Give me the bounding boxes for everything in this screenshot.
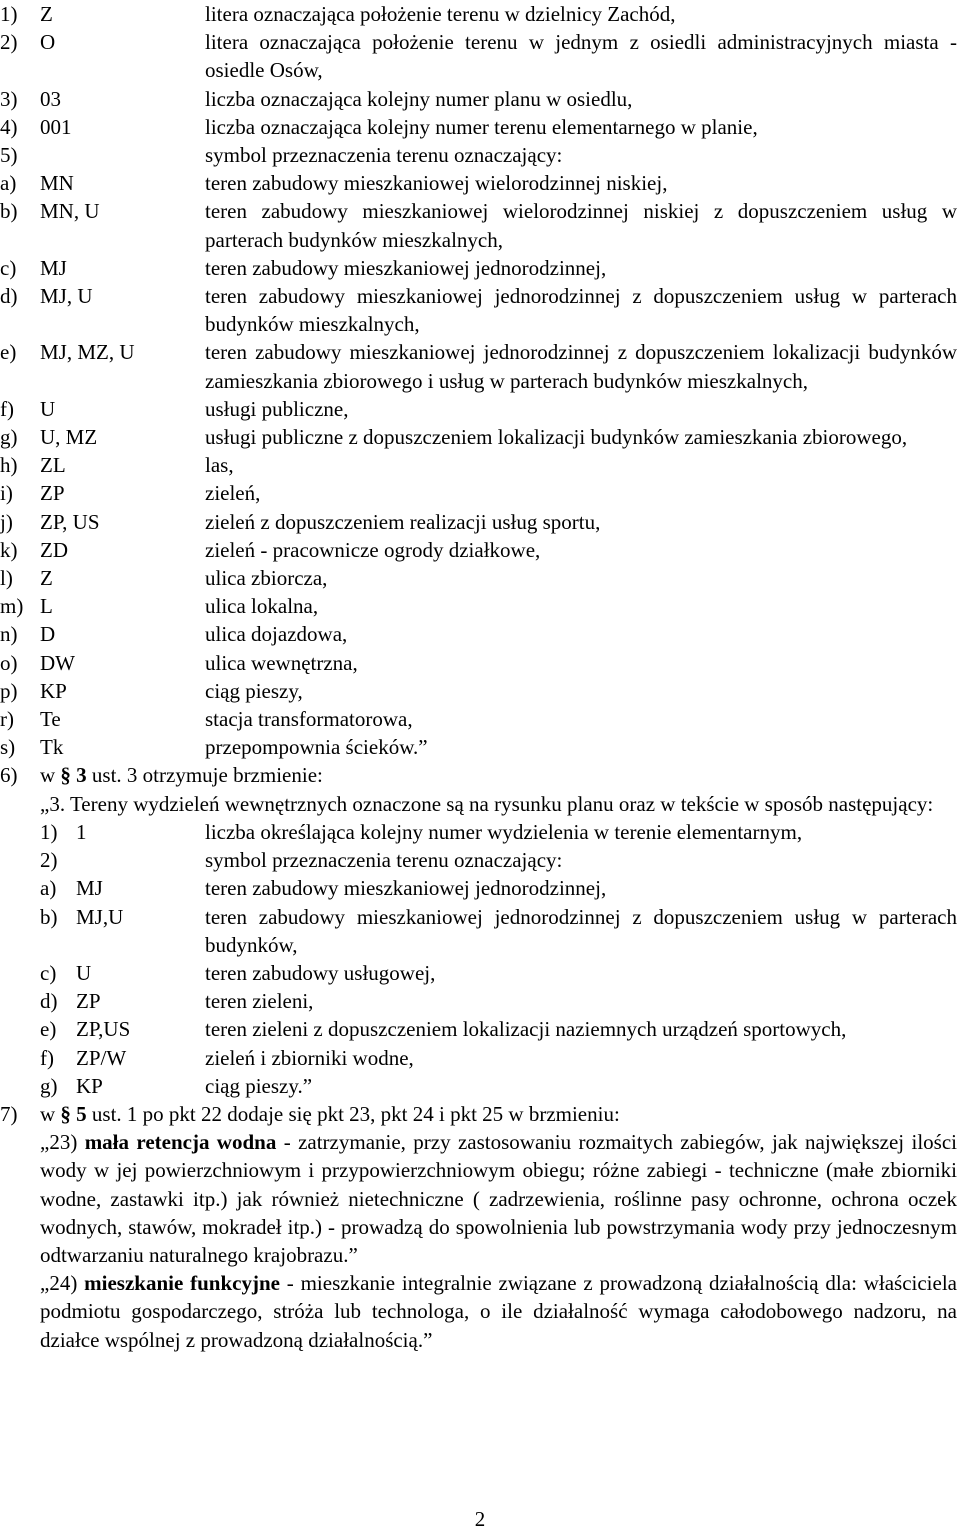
list-item — [0, 564, 960, 592]
list-description: symbol przeznaczenia terenu oznaczający: — [205, 848, 563, 873]
list-marker: j) — [0, 509, 13, 534]
list-item — [0, 846, 960, 874]
list-description: usługi publiczne z dopuszczeniem lokalizacji budynków zamieszkania zbiorowego, — [205, 425, 908, 450]
list-description: ulica dojazdowa, — [205, 622, 348, 647]
list-item — [0, 282, 960, 338]
list-marker: l) — [0, 566, 13, 591]
list-code: MJ, MZ, U — [40, 340, 135, 365]
list-code: MN, U — [40, 199, 100, 224]
list-code: MJ — [40, 255, 67, 280]
list-description: teren zabudowy mieszkaniowej jednorodzinnej z dopuszczeniem usług w parterach budynków, — [205, 904, 957, 957]
list-marker: g) — [40, 1073, 58, 1098]
list-code: Z — [40, 566, 53, 591]
list-code: L — [40, 594, 53, 619]
list-description: ciąg pieszy.” — [205, 1073, 313, 1098]
page-number: 2 — [474, 1507, 486, 1531]
defined-term: mała retencja wodna — [84, 1130, 277, 1155]
list-description: zieleń - pracownicze ogrody działkowe, — [205, 537, 541, 562]
item-text: w § 3 ust. 3 otrzymuje brzmienie: — [40, 763, 323, 788]
list-item — [0, 508, 960, 536]
list-description: teren zabudowy mieszkaniowej wielorodzinnej niskiej z dopuszczeniem usług w parterach budynków mieszkalnych, — [205, 199, 957, 252]
list-description: teren zieleni, — [205, 989, 314, 1014]
list-code: O — [40, 30, 56, 55]
list-code: MJ,U — [76, 904, 124, 929]
list-description: liczba oznaczająca kolejny numer planu w osiedlu, — [205, 86, 633, 111]
list-marker: r) — [0, 707, 14, 732]
list-item — [0, 451, 960, 479]
list-item — [0, 141, 960, 169]
list-description: stacja transformatorowa, — [205, 707, 413, 732]
list-item — [0, 338, 960, 394]
list-marker: d) — [40, 989, 58, 1014]
list-description: liczba oznaczająca kolejny numer terenu elementarnego w planie, — [205, 114, 758, 139]
list-code: MJ — [76, 876, 103, 901]
list-description: ciąg pieszy, — [205, 678, 303, 703]
list-code: DW — [40, 650, 75, 675]
list-item — [0, 1015, 960, 1043]
defined-term: mieszkanie funkcyjne — [84, 1271, 280, 1296]
list-description: ulica wewnętrzna, — [205, 650, 358, 675]
list-item — [0, 0, 960, 28]
list-code: ZP,US — [76, 1017, 131, 1042]
list-marker: 5) — [0, 143, 18, 168]
designation-list — [0, 0, 960, 761]
list-code: U, MZ — [40, 425, 98, 450]
list-item — [0, 395, 960, 423]
list-marker: n) — [0, 622, 18, 647]
list-description: litera oznaczająca położenie terenu w dzielnicy Zachód, — [205, 2, 676, 26]
list-item — [0, 987, 960, 1015]
list-item — [0, 1072, 960, 1100]
list-item — [0, 649, 960, 677]
section-ref: § 5 — [60, 1101, 87, 1126]
list-marker: d) — [0, 284, 18, 309]
list-marker: 4) — [0, 114, 18, 139]
list-description: teren zabudowy usługowej, — [205, 960, 436, 985]
list-marker: o) — [0, 650, 18, 675]
list-marker: 2) — [0, 30, 18, 55]
list-code: ZP — [76, 989, 101, 1014]
list-description: symbol przeznaczenia terenu oznaczający: — [205, 143, 563, 168]
list-item — [0, 197, 960, 253]
item-text: w § 5 ust. 1 po pkt 22 dodaje się pkt 23, pkt 24 i pkt 25 w brzmieniu: — [40, 1101, 620, 1126]
list-item — [0, 620, 960, 648]
list-code: MN — [40, 171, 74, 196]
list-marker: p) — [0, 678, 18, 703]
list-item — [0, 959, 960, 987]
list-description: zieleń, — [205, 481, 261, 506]
list-description: usługi publiczne, — [205, 396, 349, 421]
list-marker: e) — [0, 340, 17, 365]
list-item — [0, 169, 960, 197]
list-marker: g) — [0, 425, 18, 450]
list-marker: 3) — [0, 86, 18, 111]
list-description: teren zabudowy mieszkaniowej wielorodzinnej niskiej, — [205, 171, 668, 196]
list-item — [0, 479, 960, 507]
definition-24: „24) mieszkanie funkcyjne - mieszkanie integralnie związane z prowadzoną działalnością dla: właściciela podmiotu gospodarczego, stróża lub technologa, o ile działalność wymaga całodobowego nadzoru, na działce wspólnej z prowadzoną działalnością.” — [40, 1271, 957, 1352]
subdivision-list — [0, 818, 960, 1100]
list-marker: c) — [0, 255, 17, 280]
list-description: teren zabudowy mieszkaniowej jednorodzinnej, — [205, 255, 607, 280]
list-marker: a) — [0, 171, 17, 196]
list-marker: f) — [40, 1045, 54, 1070]
list-marker: f) — [0, 396, 14, 421]
list-code: D — [40, 622, 56, 647]
list-marker: c) — [40, 960, 57, 985]
list-description: litera oznaczająca położenie terenu w jednym z osiedli administracyjnych miasta - osiedle Osów, — [205, 30, 957, 83]
list-item — [0, 705, 960, 733]
list-marker: b) — [0, 199, 18, 224]
list-marker: e) — [40, 1017, 57, 1042]
list-item — [0, 1044, 960, 1072]
list-description: przepompownia ścieków.” — [205, 735, 428, 760]
list-code: KP — [76, 1073, 103, 1098]
item-6 — [0, 761, 960, 789]
list-item — [0, 423, 960, 451]
list-marker: 1) — [40, 819, 58, 844]
list-code: 03 — [40, 86, 61, 111]
list-marker: i) — [0, 481, 13, 506]
list-code: ZP, US — [40, 509, 100, 534]
list-code: Tk — [40, 735, 64, 760]
item-marker: 7) — [0, 1101, 18, 1126]
list-marker: k) — [0, 537, 18, 562]
list-item — [0, 874, 960, 902]
list-description: las, — [205, 453, 234, 478]
list-description: liczba określająca kolejny numer wydzielenia w terenie elementarnym, — [205, 819, 803, 844]
list-code: ZP/W — [76, 1045, 127, 1070]
list-code: ZD — [40, 537, 68, 562]
list-marker: 2) — [40, 848, 58, 873]
list-item — [0, 113, 960, 141]
list-item — [0, 254, 960, 282]
list-item — [0, 733, 960, 761]
definition-23: „23) mała retencja wodna - zatrzymanie, przy zastosowaniu rozmaitych zabiegów, jak największej ilości wody w jej powierzchniowym i przypowierzchniowym obiegu; różne zabiegi - techniczne (małe zbiorniki wodne, zastawki itp.) jak również nietechniczne ( zadrzewienia, roślinne pasy ochronne, ochrona oczek wodnych, stawów, mokradeł itp.) - prowadzą do spowolnienia lub powstrzymania wody przy jednoczesnym odtwarzaniu naturalnego krajobrazu.” — [40, 1130, 957, 1267]
list-item — [0, 592, 960, 620]
item-marker: 6) — [0, 763, 18, 788]
list-code: KP — [40, 678, 67, 703]
list-description: teren zabudowy mieszkaniowej jednorodzinnej z dopuszczeniem usług w parterach budynków mieszkalnych, — [205, 284, 957, 337]
list-description: ulica zbiorcza, — [205, 566, 328, 591]
list-code: U — [76, 960, 92, 985]
list-code: ZL — [40, 453, 66, 478]
list-item — [0, 85, 960, 113]
list-code: U — [40, 396, 56, 421]
list-marker: 1) — [0, 2, 18, 26]
list-code: 001 — [40, 114, 72, 139]
list-item — [0, 536, 960, 564]
item-7 — [0, 1100, 960, 1128]
list-code: Te — [40, 707, 61, 732]
list-code: 1 — [76, 819, 87, 844]
list-description: teren zabudowy mieszkaniowej jednorodzinnej z dopuszczeniem lokalizacji budynków zamieszkania zbiorowego i usług w parterach budynków mieszkalnych, — [205, 340, 957, 393]
item-6-paragraph: „3. Tereny wydzieleń wewnętrznych oznaczone są na rysunku planu oraz w tekście w sposób następujący: — [40, 791, 934, 816]
list-marker: b) — [40, 904, 58, 929]
list-marker: a) — [40, 876, 57, 901]
list-description: teren zieleni z dopuszczeniem lokalizacji naziemnych urządzeń sportowych, — [205, 1017, 847, 1042]
list-description: zieleń z dopuszczeniem realizacji usług sportu, — [205, 509, 601, 534]
list-item — [0, 818, 960, 846]
list-description: ulica lokalna, — [205, 594, 319, 619]
list-marker: m) — [0, 594, 24, 619]
list-description: zieleń i zbiorniki wodne, — [205, 1045, 414, 1070]
list-code: Z — [40, 2, 53, 26]
list-code: MJ, U — [40, 284, 93, 309]
list-marker: s) — [0, 735, 16, 760]
list-code: ZP — [40, 481, 65, 506]
list-marker: h) — [0, 453, 18, 478]
list-item — [0, 903, 960, 959]
section-ref: § 3 — [60, 763, 87, 788]
list-item — [0, 28, 960, 84]
list-description: teren zabudowy mieszkaniowej jednorodzinnej, — [205, 876, 607, 901]
list-item — [0, 677, 960, 705]
